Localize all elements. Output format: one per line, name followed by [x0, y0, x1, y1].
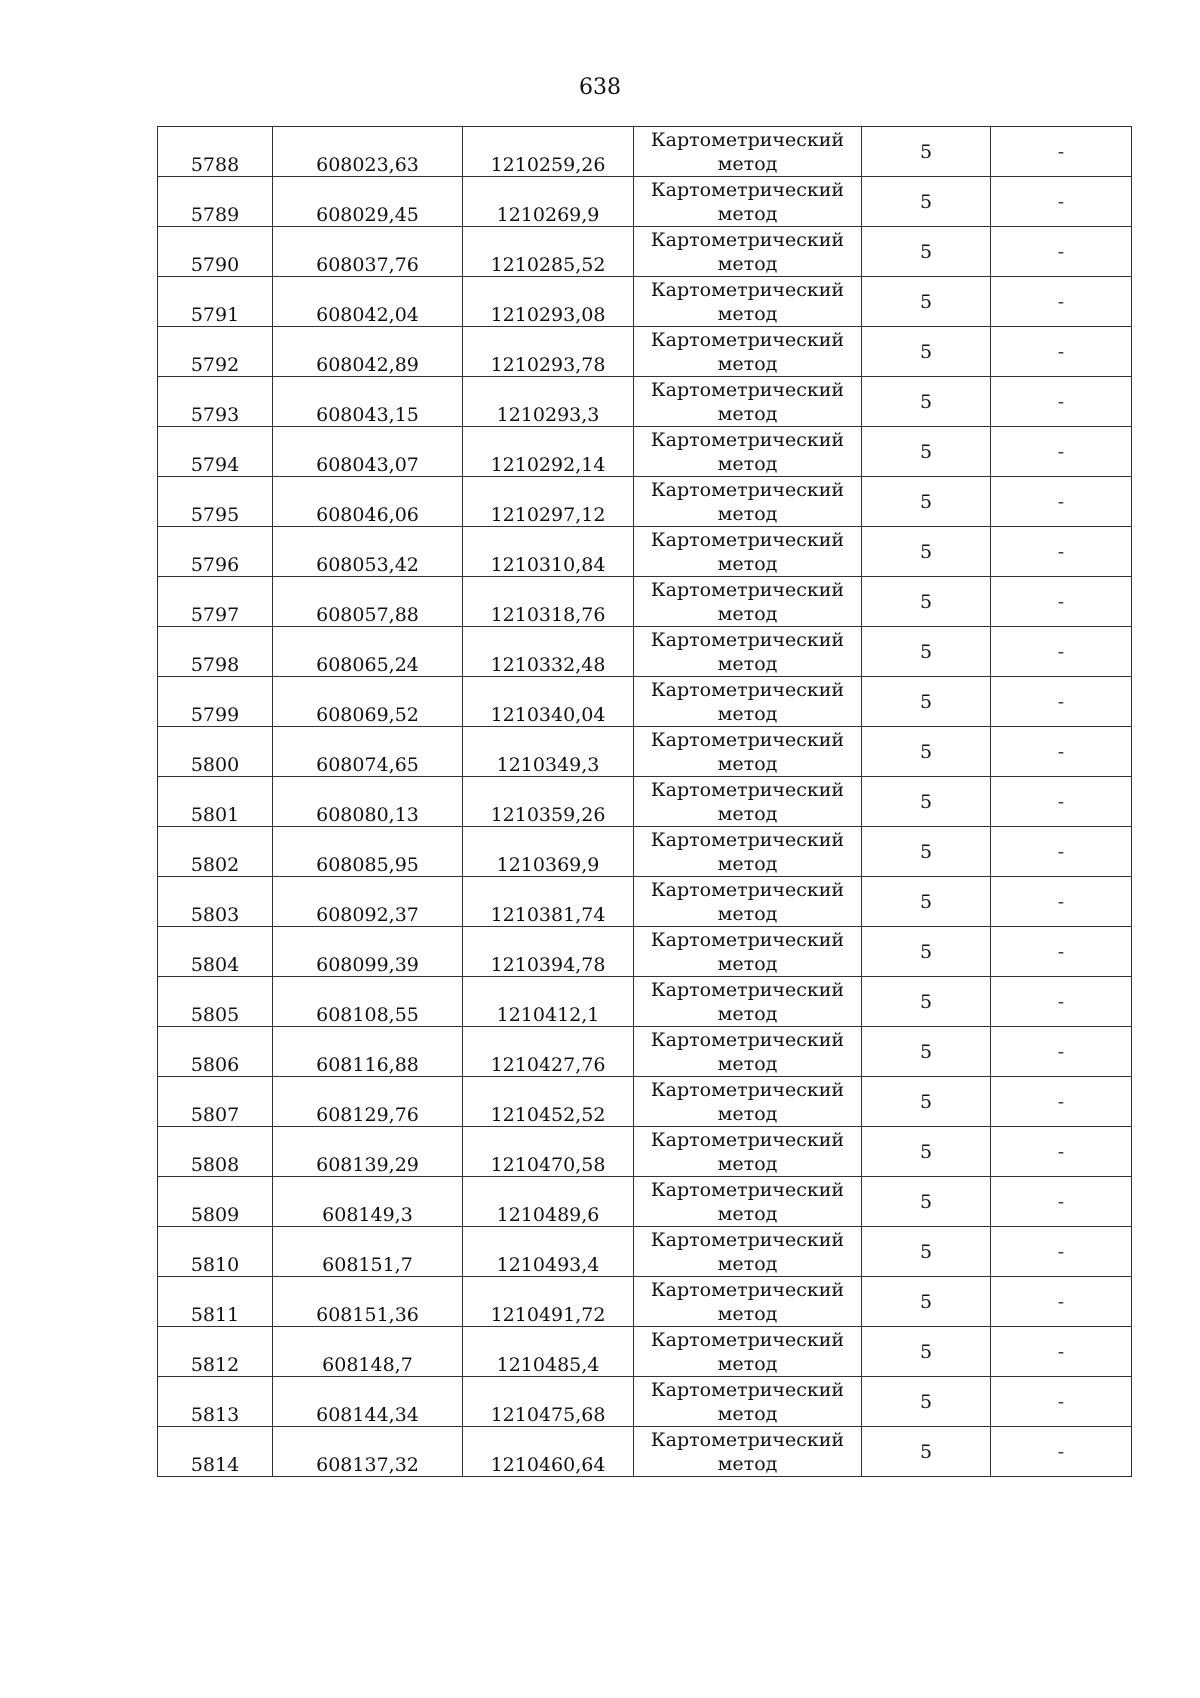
accuracy-cell: 5 — [862, 327, 991, 377]
note-cell: - — [991, 227, 1132, 277]
x-coordinate-cell: 608042,04 — [273, 277, 463, 327]
note-cell: - — [991, 727, 1132, 777]
method-cell — [634, 477, 862, 527]
method-label-line1: Картометрический — [650, 828, 845, 851]
method-label-line2: метод — [717, 902, 778, 925]
method-label-line1: Картометрический — [650, 1228, 845, 1251]
method-label-line1: Картометрический — [650, 928, 845, 951]
point-number-cell: 5802 — [158, 827, 273, 877]
table-row — [158, 377, 1132, 427]
note-cell: - — [991, 927, 1132, 977]
method-label-line1: Картометрический — [650, 228, 845, 251]
point-number-cell: 5810 — [158, 1227, 273, 1277]
table-body — [158, 127, 1132, 1477]
accuracy-cell: 5 — [862, 1177, 991, 1227]
accuracy-cell: 5 — [862, 827, 991, 877]
method-cell — [634, 927, 862, 977]
method-cell — [634, 727, 862, 777]
page-number: 638 — [579, 75, 621, 100]
y-coordinate-cell: 1210259,26 — [463, 127, 634, 177]
table-row — [158, 177, 1132, 227]
note-cell: - — [991, 477, 1132, 527]
accuracy-cell: 5 — [862, 927, 991, 977]
point-number-cell: 5812 — [158, 1327, 273, 1377]
accuracy-cell: 5 — [862, 1227, 991, 1277]
method-cell — [634, 577, 862, 627]
accuracy-cell: 5 — [862, 527, 991, 577]
method-label-line1: Картометрический — [650, 1278, 845, 1301]
point-number-cell: 5794 — [158, 427, 273, 477]
y-coordinate-cell: 1210381,74 — [463, 877, 634, 927]
y-coordinate-cell: 1210285,52 — [463, 227, 634, 277]
method-cell — [634, 527, 862, 577]
method-label-line1: Картометрический — [650, 978, 845, 1001]
note-cell: - — [991, 1177, 1132, 1227]
accuracy-cell: 5 — [862, 777, 991, 827]
method-label-line2: метод — [717, 402, 778, 425]
table-row — [158, 1277, 1132, 1327]
point-number-cell: 5796 — [158, 527, 273, 577]
method-label-line1: Картометрический — [650, 678, 845, 701]
y-coordinate-cell: 1210318,76 — [463, 577, 634, 627]
accuracy-cell: 5 — [862, 1077, 991, 1127]
accuracy-cell: 5 — [862, 127, 991, 177]
accuracy-cell: 5 — [862, 177, 991, 227]
method-cell — [634, 1077, 862, 1127]
point-number-cell: 5805 — [158, 977, 273, 1027]
point-number-cell: 5788 — [158, 127, 273, 177]
y-coordinate-cell: 1210394,78 — [463, 927, 634, 977]
point-number-cell: 5790 — [158, 227, 273, 277]
table-row — [158, 477, 1132, 527]
method-label-line1: Картометрический — [650, 1328, 845, 1351]
method-cell — [634, 1377, 862, 1427]
table-row — [158, 327, 1132, 377]
accuracy-cell: 5 — [862, 1377, 991, 1427]
point-number-cell: 5811 — [158, 1277, 273, 1327]
x-coordinate-cell: 608053,42 — [273, 527, 463, 577]
y-coordinate-cell: 1210412,1 — [463, 977, 634, 1027]
point-number-cell: 5814 — [158, 1427, 273, 1477]
y-coordinate-cell: 1210460,64 — [463, 1427, 634, 1477]
point-number-cell: 5806 — [158, 1027, 273, 1077]
accuracy-cell: 5 — [862, 677, 991, 727]
note-cell: - — [991, 877, 1132, 927]
method-cell — [634, 977, 862, 1027]
method-cell — [634, 427, 862, 477]
x-coordinate-cell: 608057,88 — [273, 577, 463, 627]
table-row — [158, 1227, 1132, 1277]
point-number-cell: 5797 — [158, 577, 273, 627]
point-number-cell: 5792 — [158, 327, 273, 377]
note-cell: - — [991, 977, 1132, 1027]
method-label-line1: Картометрический — [650, 428, 845, 451]
point-number-cell: 5809 — [158, 1177, 273, 1227]
method-label-line1: Картометрический — [650, 578, 845, 601]
x-coordinate-cell: 608149,3 — [273, 1177, 463, 1227]
method-label-line1: Картометрический — [650, 1428, 845, 1451]
method-cell — [634, 827, 862, 877]
method-cell — [634, 1027, 862, 1077]
method-label-line2: метод — [717, 1052, 778, 1075]
x-coordinate-cell: 608116,88 — [273, 1027, 463, 1077]
table-row — [158, 827, 1132, 877]
note-cell: - — [991, 127, 1132, 177]
method-label-line2: метод — [717, 1102, 778, 1125]
point-number-cell: 5799 — [158, 677, 273, 727]
table-row — [158, 127, 1132, 177]
note-cell: - — [991, 377, 1132, 427]
point-number-cell: 5808 — [158, 1127, 273, 1177]
method-label-line2: метод — [717, 1302, 778, 1325]
x-coordinate-cell: 608043,07 — [273, 427, 463, 477]
method-label-line2: метод — [717, 1202, 778, 1225]
y-coordinate-cell: 1210485,4 — [463, 1327, 634, 1377]
accuracy-cell: 5 — [862, 1027, 991, 1077]
method-cell — [634, 227, 862, 277]
method-label-line2: метод — [717, 752, 778, 775]
note-cell: - — [991, 1277, 1132, 1327]
x-coordinate-cell: 608151,36 — [273, 1277, 463, 1327]
method-label-line1: Картометрический — [650, 1078, 845, 1101]
method-label-line2: метод — [717, 702, 778, 725]
note-cell: - — [991, 677, 1132, 727]
method-label-line1: Картометрический — [650, 378, 845, 401]
table-row — [158, 627, 1132, 677]
x-coordinate-cell: 608108,55 — [273, 977, 463, 1027]
note-cell: - — [991, 177, 1132, 227]
accuracy-cell: 5 — [862, 477, 991, 527]
accuracy-cell: 5 — [862, 1427, 991, 1477]
accuracy-cell: 5 — [862, 1277, 991, 1327]
y-coordinate-cell: 1210269,9 — [463, 177, 634, 227]
method-label-line2: метод — [717, 952, 778, 975]
method-cell — [634, 127, 862, 177]
x-coordinate-cell: 608065,24 — [273, 627, 463, 677]
point-number-cell: 5789 — [158, 177, 273, 227]
x-coordinate-cell: 608023,63 — [273, 127, 463, 177]
method-label-line2: метод — [717, 152, 778, 175]
accuracy-cell: 5 — [862, 877, 991, 927]
point-number-cell: 5791 — [158, 277, 273, 327]
accuracy-cell: 5 — [862, 577, 991, 627]
y-coordinate-cell: 1210340,04 — [463, 677, 634, 727]
method-cell — [634, 327, 862, 377]
method-label-line2: метод — [717, 502, 778, 525]
note-cell: - — [991, 1077, 1132, 1127]
x-coordinate-cell: 608042,89 — [273, 327, 463, 377]
method-cell — [634, 1427, 862, 1477]
x-coordinate-cell: 608046,06 — [273, 477, 463, 527]
note-cell: - — [991, 1127, 1132, 1177]
accuracy-cell: 5 — [862, 977, 991, 1027]
method-label-line2: метод — [717, 802, 778, 825]
method-cell — [634, 1227, 862, 1277]
y-coordinate-cell: 1210332,48 — [463, 627, 634, 677]
x-coordinate-cell: 608069,52 — [273, 677, 463, 727]
table-row — [158, 727, 1132, 777]
method-label-line2: метод — [717, 352, 778, 375]
method-cell — [634, 377, 862, 427]
y-coordinate-cell: 1210489,6 — [463, 1177, 634, 1227]
method-cell — [634, 177, 862, 227]
method-cell — [634, 1177, 862, 1227]
table-row — [158, 1027, 1132, 1077]
table-row — [158, 1327, 1132, 1377]
method-cell — [634, 1277, 862, 1327]
y-coordinate-cell: 1210369,9 — [463, 827, 634, 877]
accuracy-cell: 5 — [862, 427, 991, 477]
note-cell: - — [991, 1227, 1132, 1277]
point-number-cell: 5795 — [158, 477, 273, 527]
x-coordinate-cell: 608092,37 — [273, 877, 463, 927]
method-label-line1: Картометрический — [650, 878, 845, 901]
method-cell — [634, 627, 862, 677]
point-number-cell: 5807 — [158, 1077, 273, 1127]
y-coordinate-cell: 1210310,84 — [463, 527, 634, 577]
accuracy-cell: 5 — [862, 1327, 991, 1377]
method-label-line2: метод — [717, 1152, 778, 1175]
y-coordinate-cell: 1210491,72 — [463, 1277, 634, 1327]
table-row — [158, 1377, 1132, 1427]
method-cell — [634, 277, 862, 327]
x-coordinate-cell: 608151,7 — [273, 1227, 463, 1277]
accuracy-cell: 5 — [862, 277, 991, 327]
x-coordinate-cell: 608029,45 — [273, 177, 463, 227]
method-label-line2: метод — [717, 452, 778, 475]
note-cell: - — [991, 327, 1132, 377]
table-row — [158, 877, 1132, 927]
x-coordinate-cell: 608085,95 — [273, 827, 463, 877]
x-coordinate-cell: 608080,13 — [273, 777, 463, 827]
point-number-cell: 5800 — [158, 727, 273, 777]
y-coordinate-cell: 1210293,3 — [463, 377, 634, 427]
x-coordinate-cell: 608074,65 — [273, 727, 463, 777]
y-coordinate-cell: 1210493,4 — [463, 1227, 634, 1277]
point-number-cell: 5804 — [158, 927, 273, 977]
x-coordinate-cell: 608129,76 — [273, 1077, 463, 1127]
x-coordinate-cell: 608139,29 — [273, 1127, 463, 1177]
y-coordinate-cell: 1210297,12 — [463, 477, 634, 527]
method-label-line1: Картометрический — [650, 628, 845, 651]
table-row — [158, 227, 1132, 277]
table-row — [158, 427, 1132, 477]
y-coordinate-cell: 1210349,3 — [463, 727, 634, 777]
table-row — [158, 527, 1132, 577]
y-coordinate-cell: 1210427,76 — [463, 1027, 634, 1077]
accuracy-cell: 5 — [862, 377, 991, 427]
method-label-line2: метод — [717, 852, 778, 875]
method-label-line1: Картометрический — [650, 1128, 845, 1151]
method-label-line2: метод — [717, 1252, 778, 1275]
method-label-line1: Картометрический — [650, 1178, 845, 1201]
note-cell: - — [991, 527, 1132, 577]
y-coordinate-cell: 1210359,26 — [463, 777, 634, 827]
method-cell — [634, 777, 862, 827]
y-coordinate-cell: 1210293,78 — [463, 327, 634, 377]
table-row — [158, 1427, 1132, 1477]
method-label-line2: метод — [717, 1402, 778, 1425]
method-cell — [634, 1127, 862, 1177]
table-row — [158, 977, 1132, 1027]
method-label-line2: метод — [717, 652, 778, 675]
method-cell — [634, 1327, 862, 1377]
y-coordinate-cell: 1210293,08 — [463, 277, 634, 327]
note-cell: - — [991, 1327, 1132, 1377]
method-label-line2: метод — [717, 602, 778, 625]
x-coordinate-cell: 608037,76 — [273, 227, 463, 277]
table-row — [158, 1127, 1132, 1177]
table-row — [158, 777, 1132, 827]
method-label-line1: Картометрический — [650, 178, 845, 201]
note-cell: - — [991, 827, 1132, 877]
table-row — [158, 577, 1132, 627]
note-cell: - — [991, 1377, 1132, 1427]
note-cell: - — [991, 777, 1132, 827]
x-coordinate-cell: 608043,15 — [273, 377, 463, 427]
point-number-cell: 5813 — [158, 1377, 273, 1427]
coordinates-table — [157, 126, 1132, 1477]
note-cell: - — [991, 1027, 1132, 1077]
method-label-line1: Картометрический — [650, 728, 845, 751]
method-label-line1: Картометрический — [650, 528, 845, 551]
y-coordinate-cell: 1210452,52 — [463, 1077, 634, 1127]
y-coordinate-cell: 1210475,68 — [463, 1377, 634, 1427]
table-row — [158, 677, 1132, 727]
method-label-line1: Картометрический — [650, 778, 845, 801]
x-coordinate-cell: 608144,34 — [273, 1377, 463, 1427]
accuracy-cell: 5 — [862, 627, 991, 677]
accuracy-cell: 5 — [862, 1127, 991, 1177]
method-cell — [634, 677, 862, 727]
accuracy-cell: 5 — [862, 227, 991, 277]
method-label-line1: Картометрический — [650, 1028, 845, 1051]
method-label-line1: Картометрический — [650, 328, 845, 351]
table-row — [158, 1077, 1132, 1127]
method-cell — [634, 877, 862, 927]
point-number-cell: 5803 — [158, 877, 273, 927]
note-cell: - — [991, 577, 1132, 627]
x-coordinate-cell: 608137,32 — [273, 1427, 463, 1477]
method-label-line2: метод — [717, 1452, 778, 1475]
method-label-line1: Картометрический — [650, 278, 845, 301]
table-row — [158, 927, 1132, 977]
method-label-line2: метод — [717, 202, 778, 225]
accuracy-cell: 5 — [862, 727, 991, 777]
point-number-cell: 5798 — [158, 627, 273, 677]
y-coordinate-cell: 1210292,14 — [463, 427, 634, 477]
note-cell: - — [991, 1427, 1132, 1477]
y-coordinate-cell: 1210470,58 — [463, 1127, 634, 1177]
method-label-line2: метод — [717, 1352, 778, 1375]
point-number-cell: 5801 — [158, 777, 273, 827]
method-label-line1: Картометрический — [650, 128, 845, 151]
method-label-line2: метод — [717, 252, 778, 275]
method-label-line1: Картометрический — [650, 478, 845, 501]
table-row — [158, 277, 1132, 327]
note-cell: - — [991, 277, 1132, 327]
x-coordinate-cell: 608148,7 — [273, 1327, 463, 1377]
method-label-line1: Картометрический — [650, 1378, 845, 1401]
method-label-line2: метод — [717, 1002, 778, 1025]
point-number-cell: 5793 — [158, 377, 273, 427]
method-label-line2: метод — [717, 552, 778, 575]
method-label-line2: метод — [717, 302, 778, 325]
note-cell: - — [991, 627, 1132, 677]
note-cell: - — [991, 427, 1132, 477]
x-coordinate-cell: 608099,39 — [273, 927, 463, 977]
table-row — [158, 1177, 1132, 1227]
